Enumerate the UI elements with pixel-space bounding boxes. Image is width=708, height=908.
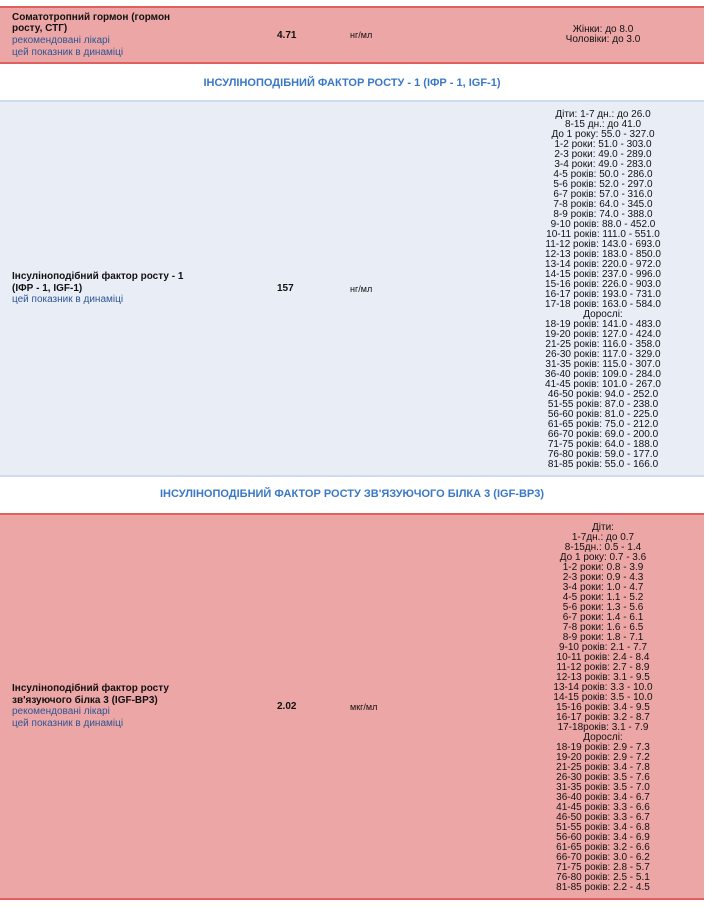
- reference-line: До 1 року: 0.7 - 3.6: [559, 552, 647, 563]
- test-name: Інсуліноподібний фактор росту - 1 (ІФР - 1, IGF-1): [12, 271, 184, 294]
- reference-line: 15-16 років: 226.0 - 903.0: [545, 279, 661, 290]
- reference-line: 13-14 років: 220.0 - 972.0: [545, 259, 661, 270]
- reference-line: 81-85 років: 2.2 - 4.5: [556, 882, 650, 893]
- test-unit: нг/мл: [350, 283, 373, 294]
- reference-line: Жінки: до 8.0: [572, 24, 634, 35]
- section-heading-igfbp3: ІНСУЛІНОПОДІБНИЙ ФАКТОР РОСТУ ЗВ'ЯЗУЮЧОГО БІЛКА 3 (IGF-BP3): [159, 488, 545, 500]
- reference-line: 2-3 роки: 49.0 - 289.0: [554, 149, 652, 160]
- test-value: 157: [277, 283, 294, 294]
- recommended-doctors-link[interactable]: рекомендовані лікарі: [12, 706, 110, 717]
- result-row-stg: [0, 6, 704, 64]
- reference-line: 76-80 років: 2.5 - 5.1: [556, 872, 650, 883]
- reference-line: 61-65 років: 75.0 - 212.0: [547, 419, 659, 430]
- reference-line: 19-20 років: 2.9 - 7.2: [556, 752, 650, 763]
- test-unit: нг/мл: [350, 30, 373, 40]
- reference-line: До 1 року: 55.0 - 327.0: [551, 129, 655, 140]
- test-name-cell: [0, 271, 197, 306]
- dynamics-link[interactable]: цей показник в динаміці: [12, 294, 124, 305]
- reference-line: Чоловіки: до 3.0: [565, 34, 641, 45]
- reference-line: 46-50 років: 94.0 - 252.0: [547, 389, 659, 400]
- reference-line: 71-75 років: 2.8 - 5.7: [556, 862, 650, 873]
- reference-line: 9-10 років: 88.0 - 452.0: [550, 219, 656, 230]
- reference-line: 10-11 років: 111.0 - 551.0: [546, 229, 660, 240]
- dynamics-link[interactable]: цей показник в динаміці: [12, 718, 124, 729]
- reference-line: 61-65 років: 3.2 - 6.6: [556, 842, 650, 853]
- reference-line: 26-30 років: 3.5 - 7.6: [556, 772, 650, 783]
- reference-line: 41-45 років: 3.3 - 6.6: [556, 802, 650, 813]
- reference-line: 1-7дн.: до 0.7: [571, 532, 635, 543]
- reference-line: 6-7 років: 57.0 - 316.0: [553, 189, 653, 200]
- reference-line: 26-30 років: 117.0 - 329.0: [545, 349, 661, 360]
- reference-line: 71-75 років: 64.0 - 188.0: [547, 439, 659, 450]
- test-value: 2.02: [277, 701, 297, 712]
- reference-line: 2-3 роки: 0.9 - 4.3: [562, 572, 644, 583]
- reference-line: 36-40 років: 3.4 - 6.7: [556, 792, 650, 803]
- reference-line: 66-70 років: 3.0 - 6.2: [556, 852, 650, 863]
- reference-line: 46-50 років: 3.3 - 6.7: [556, 812, 650, 823]
- reference-line: Дорослі:: [583, 732, 623, 743]
- reference-line: 51-55 років: 3.4 - 6.8: [556, 822, 650, 833]
- recommended-doctors-link[interactable]: рекомендовані лікарі: [12, 34, 110, 46]
- results-table: [0, 6, 704, 900]
- reference-line: 21-25 років: 116.0 - 358.0: [545, 339, 661, 350]
- reference-line: 16-17 років: 193.0 - 731.0: [545, 289, 661, 300]
- reference-line: 8-15дн.: 0.5 - 1.4: [564, 542, 642, 553]
- reference-line: 8-15 дн.: до 41.0: [564, 119, 642, 130]
- reference-line: 7-8 роки: 1.6 - 6.5: [562, 622, 644, 633]
- reference-line: Діти: 1-7 дн.: до 26.0: [555, 109, 651, 120]
- test-name: Соматотропний гормон (гормон росту, СТГ): [12, 11, 171, 34]
- reference-line: 11-12 років: 143.0 - 693.0: [545, 239, 661, 250]
- reference-line: 10-11 років: 2.4 - 8.4: [556, 652, 650, 663]
- reference-line: 7-8 років: 64.0 - 345.0: [553, 199, 653, 210]
- reference-line: 15-16 років: 3.4 - 9.5: [556, 702, 650, 713]
- reference-line: 51-55 років: 87.0 - 238.0: [547, 399, 659, 410]
- reference-line: 11-12 років: 2.7 - 8.9: [556, 662, 650, 673]
- reference-line: 9-10 років: 2.1 - 7.7: [558, 642, 648, 653]
- reference-line: 12-13 років: 183.0 - 850.0: [545, 249, 661, 260]
- reference-line: 1-2 роки: 0.8 - 3.9: [562, 562, 644, 573]
- reference-line: 18-19 років: 141.0 - 483.0: [545, 319, 661, 330]
- reference-line: 8-9 роки: 1.8 - 7.1: [562, 632, 644, 643]
- reference-line: 13-14 років: 3.3 - 10.0: [553, 682, 653, 693]
- reference-range: [502, 25, 704, 45]
- reference-line: 4-5 років: 50.0 - 286.0: [553, 169, 653, 180]
- reference-line: 31-35 років: 3.5 - 7.0: [556, 782, 650, 793]
- test-unit: мкг/мл: [350, 701, 378, 712]
- reference-line: 1-2 роки: 51.0 - 303.0: [554, 139, 652, 150]
- test-name-cell: [0, 12, 197, 59]
- reference-line: 5-6 роки: 1.3 - 5.6: [562, 602, 644, 613]
- reference-range: [502, 515, 704, 898]
- test-value: 4.71: [277, 29, 297, 41]
- reference-line: 66-70 років: 69.0 - 200.0: [547, 429, 659, 440]
- reference-line: 6-7 роки: 1.4 - 6.1: [562, 612, 644, 623]
- result-row-igfbp3: [0, 513, 704, 900]
- reference-line: 19-20 років: 127.0 - 424.0: [545, 329, 661, 340]
- reference-line: Дорослі:: [583, 309, 623, 320]
- reference-line: 8-9 років: 74.0 - 388.0: [553, 209, 653, 220]
- reference-line: 4-5 роки: 1.1 - 5.2: [562, 592, 644, 603]
- reference-line: 21-25 років: 3.4 - 7.8: [556, 762, 650, 773]
- reference-line: 3-4 роки: 1.0 - 4.7: [562, 582, 644, 593]
- reference-line: 81-85 років: 55.0 - 166.0: [547, 459, 659, 470]
- reference-line: 16-17 років: 3.2 - 8.7: [556, 712, 650, 723]
- reference-line: 36-40 років: 109.0 - 284.0: [545, 369, 661, 380]
- reference-line: 76-80 років: 59.0 - 177.0: [547, 449, 659, 460]
- section-heading-igf1: ІНСУЛІНОПОДІБНИЙ ФАКТОР РОСТУ - 1 (ІФР - 1, IGF-1): [203, 77, 501, 89]
- reference-line: 14-15 років: 237.0 - 996.0: [545, 269, 661, 280]
- reference-line: 31-35 років: 115.0 - 307.0: [545, 359, 661, 370]
- reference-line: Діти:: [592, 522, 614, 533]
- reference-line: 56-60 років: 81.0 - 225.0: [547, 409, 659, 420]
- reference-line: 12-13 років: 3.1 - 9.5: [556, 672, 650, 683]
- reference-line: 14-15 років: 3.5 - 10.0: [553, 692, 653, 703]
- test-name: Інсуліноподібний фактор росту зв'язуючого білка 3 (IGF-BP3): [12, 683, 169, 706]
- reference-line: 5-6 років: 52.0 - 297.0: [553, 179, 653, 190]
- reference-line: 17-18 років: 163.0 - 584.0: [545, 299, 661, 310]
- reference-range: [502, 102, 704, 475]
- reference-line: 56-60 років: 3.4 - 6.9: [556, 832, 650, 843]
- reference-line: 18-19 років: 2.9 - 7.3: [556, 742, 650, 753]
- reference-line: 17-18років: 3.1 - 7.9: [557, 722, 649, 733]
- reference-line: 41-45 років: 101.0 - 267.0: [545, 379, 661, 390]
- result-row-igf1: [0, 100, 704, 477]
- test-name-cell: [0, 683, 197, 730]
- dynamics-link[interactable]: цей показник в динаміці: [12, 46, 124, 58]
- reference-line: 3-4 роки: 49.0 - 283.0: [554, 159, 652, 170]
